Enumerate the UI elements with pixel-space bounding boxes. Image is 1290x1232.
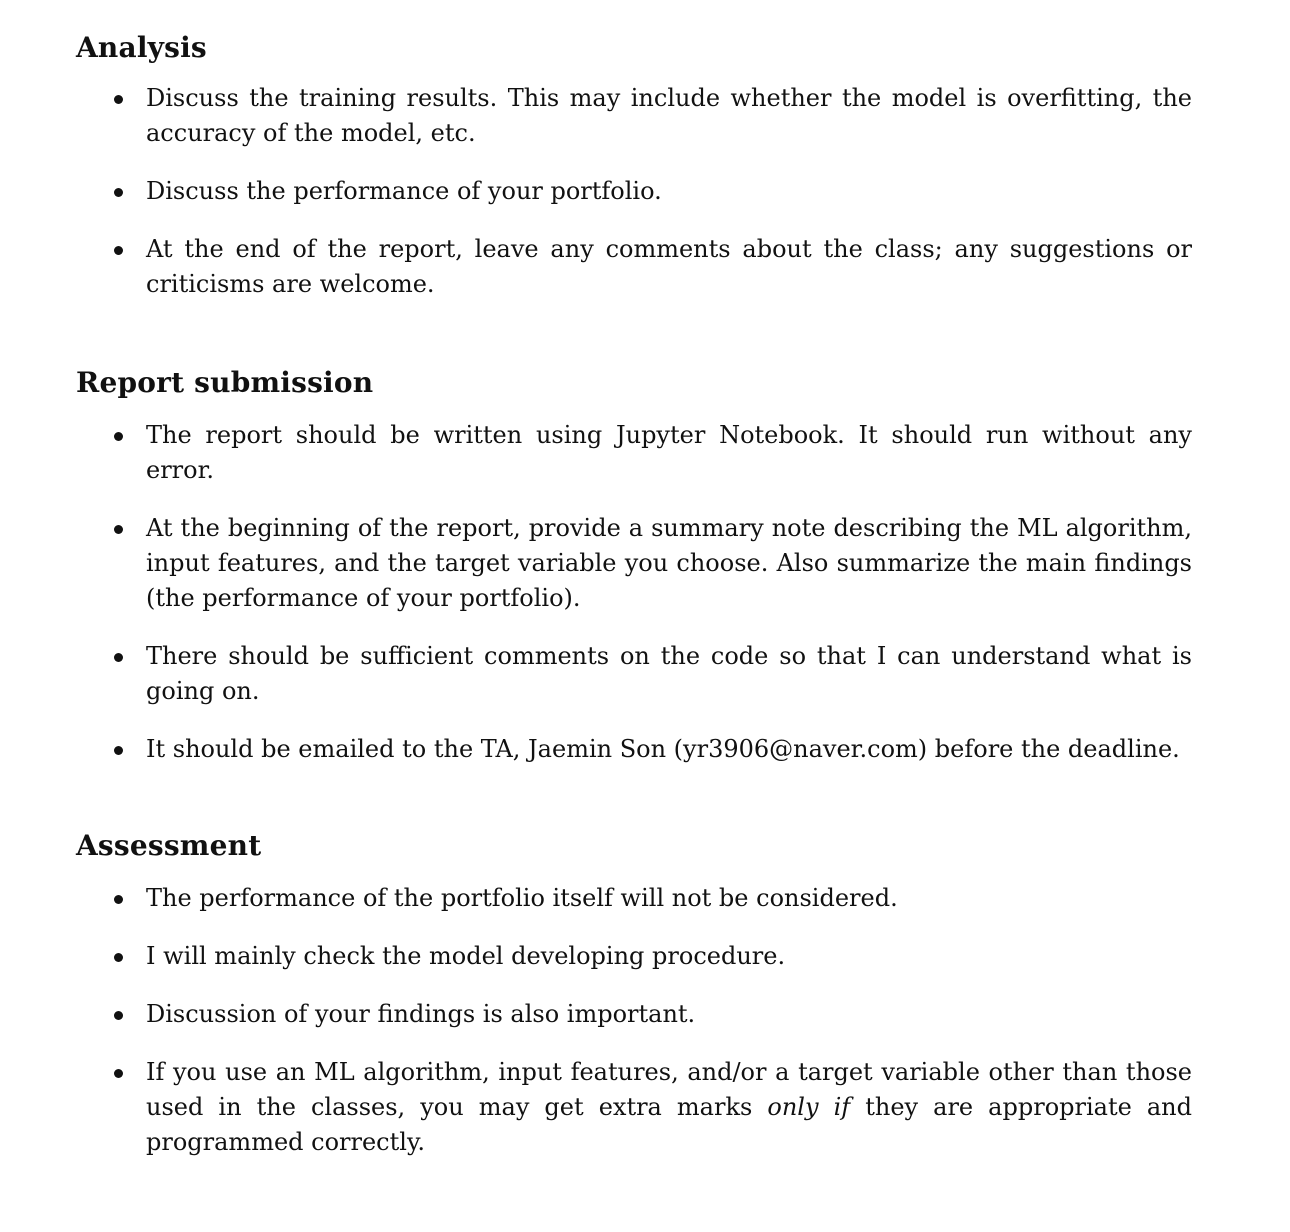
bullet-icon (114, 1069, 123, 1078)
list-item-text: There should be sufficient comments on the code so that I can understand what is going on. (146, 642, 1192, 705)
section-heading-assessment: Assessment (76, 829, 262, 862)
bullet-icon (114, 653, 123, 662)
bullet-icon (114, 895, 123, 904)
bullet-icon (114, 525, 123, 534)
list-item-text: It should be emailed to the TA, Jaemin Son (yr3906@naver.com) before the deadline. (146, 735, 1180, 763)
list-item (76, 174, 1192, 209)
bullet-list-assessment (76, 881, 1192, 1160)
list-item-text-after: they are appropriate and programmed correctly. (146, 1093, 1192, 1156)
bullet-icon (114, 1011, 123, 1020)
list-item-text-before: If you use an ML algorithm, input features, and/or a target variable other than those used in the classes, you may get extra marks (146, 1058, 1192, 1121)
section-report-submission (76, 366, 1192, 767)
list-item-text: At the beginning of the report, provide a summary note describing the ML algorithm, input features, and the target variable you choose. Also summarize the main findings (the performance of your portfolio). (146, 514, 1192, 612)
list-item (76, 881, 1192, 916)
bullet-icon (114, 246, 123, 255)
list-item (76, 639, 1192, 709)
list-item-text: Discuss the training results. This may include whether the model is overfitting, the accuracy of the model, etc. (146, 84, 1192, 147)
section-assessment (76, 829, 1192, 1160)
section-heading-analysis: Analysis (76, 31, 207, 64)
list-item-text: Discussion of your findings is also important. (146, 1000, 696, 1028)
list-item-text: The performance of the portfolio itself will not be considered. (146, 884, 898, 912)
bullet-icon (114, 95, 123, 104)
bullet-icon (114, 188, 123, 197)
bullet-list-analysis (76, 81, 1192, 302)
list-item (76, 1055, 1192, 1160)
list-item-text: Discuss the performance of your portfolio. (146, 177, 662, 205)
list-item (76, 418, 1192, 488)
list-item (76, 81, 1192, 151)
list-item-text: At the end of the report, leave any comments about the class; any suggestions or criticisms are welcome. (146, 235, 1192, 298)
bullet-list-report-submission (76, 418, 1192, 767)
section-analysis (76, 31, 1192, 302)
bullet-icon (114, 746, 123, 755)
list-item (76, 511, 1192, 616)
list-item-text: I will mainly check the model developing procedure. (146, 942, 786, 970)
list-item (76, 997, 1192, 1032)
list-item-text-emphasis: only if (767, 1093, 851, 1121)
list-item (76, 939, 1192, 974)
section-heading-report-submission: Report submission (76, 366, 374, 399)
bullet-icon (114, 953, 123, 962)
list-item (76, 232, 1192, 302)
list-item-text: The report should be written using Jupyter Notebook. It should run without any error. (146, 421, 1192, 484)
bullet-icon (114, 432, 123, 441)
list-item (76, 732, 1192, 767)
